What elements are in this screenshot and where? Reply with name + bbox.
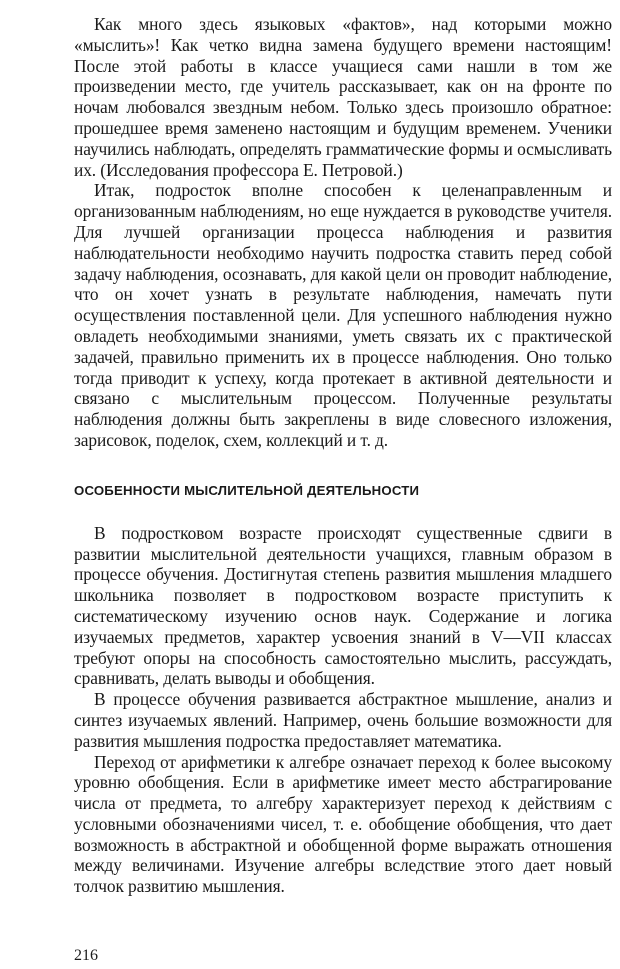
paragraph-observation-examples: Как много здесь языковых «фактов», над которыми можно «мыслить»! Как четко видна замена будущего времени настоящим! После этой работы в классе учащиеся сами нашли в том же произведении место, где учитель рассказывает, как он на фронте по ночам любовался звездным небом. Только здесь произошло обратное: прошедшее время заменено настоящим и будущим временем. Ученики научились наблюдать, определять грамматические формы и осмысливать их. (Исследования профессора Е. Петровой.) — [74, 14, 612, 180]
book-page — [74, 14, 612, 897]
paragraph-abstract-thinking: В процессе обучения развивается абстрактное мышление, анализ и синтез изучаемых явлений. Например, очень большие возможности для развития мышления подростка предоставляет математика. — [74, 689, 612, 751]
page-number: 216 — [74, 947, 98, 964]
paragraph-thinking-development: В подростковом возрасте происходят существенные сдвиги в развитии мыслительной деятельности учащихся, главным образом в процессе обучения. Достигнутая степень развития мышления младшего школьника позволяет в подростковом возрасте приступить к систематическому изучению основ наук. Содержание и логика изучаемых предметов, характер усвоения знаний в V—VII классах требуют опоры на способность самостоятельно мыслить, рассуждать, сравнивать, делать выводы и обобщения. — [74, 522, 612, 689]
section-heading: ОСОБЕННОСТИ МЫСЛИТЕЛЬНОЙ ДЕЯТЕЛЬНОСТИ — [74, 482, 420, 498]
paragraph-guided-observation: Итак, подросток вполне способен к целенаправленным и организованным наблюдениям, но еще нуждается в руководстве учителя. Для лучшей организации процесса наблюдения и развития наблюдательности необходимо научить подростка ставить перед собой задачу наблюдения, осознавать, для какой цели он проводит наблюдение, что он хочет узнать в результате наблюдения, намечать пути осуществления поставленной цели. Для успешного наблюдения нужно овладеть необходимыми знаниями, уметь связать их с практической задачей, правильно применить их в процессе наблюдения. Оно только тогда приводит к успеху, когда протекает в активной деятельности и связано с мыслительным процессом. Полученные результаты наблюдения должны быть закреплены в виде словесного изложения, зарисовок, поделок, схем, коллекций и т. д. — [74, 180, 612, 450]
paragraph-algebra-transition: Переход от арифметики к алгебре означает переход к более высокому уровню обобщения. Если в арифметике имеет место абстрагирование числа от предмета, то алгебру характеризует переход к действиям с условными обозначениями чисел, т. е. обобщение обобщения, что дает возможность в абстрактной и обобщенной форме выражать отношения между величинами. Изучение алгебры вследствие этого дает новый толчок развитию мышления. — [74, 751, 612, 897]
